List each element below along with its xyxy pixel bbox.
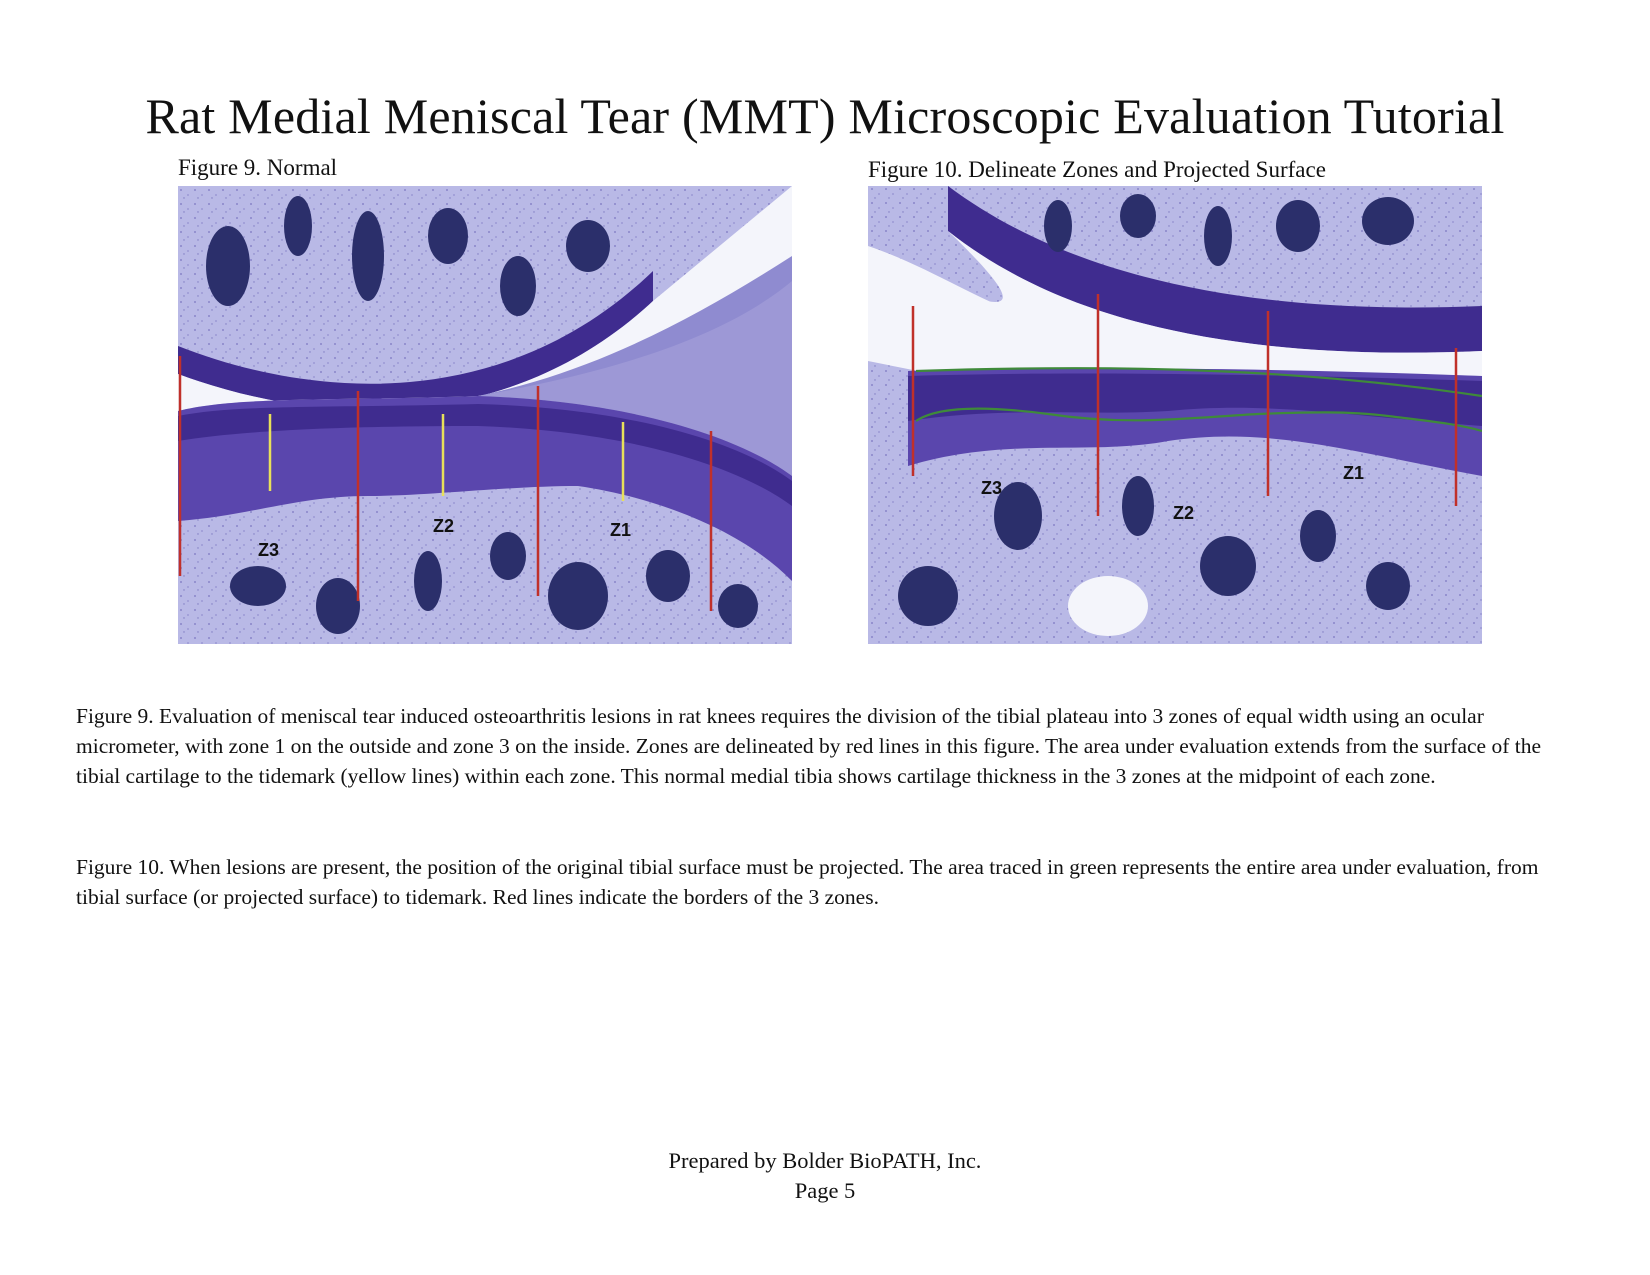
figure-10-micrograph	[868, 186, 1482, 644]
zone-2-label: Z2	[433, 516, 455, 536]
footer-page-number: Page 5	[794, 1178, 856, 1203]
zone-2-label: Z2	[1173, 503, 1195, 523]
page-title: Rat Medial Meniscal Tear (MMT) Microscopic Evaluation Tutorial	[145, 88, 1505, 144]
zone-1-label: Z1	[610, 520, 632, 540]
figure-10-description: Figure 10. When lesions are present, the position of the original tibial surface must be projected. The area traced in green represents the entire area under evaluation, from tibial surface (or projected surface) to tidemark. Red lines indicate the borders of the 3 zones.	[76, 855, 1539, 909]
figure-9-micrograph	[178, 186, 792, 644]
figure-10-image	[868, 186, 1482, 644]
zone-3-label: Z3	[258, 540, 280, 560]
figure-9-description: Figure 9. Evaluation of meniscal tear induced osteoarthritis lesions in rat knees requires the division of the tibial plateau into 3 zones of equal width using an ocular micrometer, with zone 1 on the outside and zone 3 on the inside. Zones are delineated by red lines in this figure. The area under evaluation extends from the surface of the tibial cartilage to the tidemark (yellow lines) within each zone. This normal medial tibia shows cartilage thickness in the 3 zones at the midpoint of each zone.	[76, 704, 1542, 788]
figure-10-caption: Figure 10. Delineate Zones and Projected Surface	[868, 157, 1326, 182]
zone-1-label: Z1	[1343, 463, 1365, 483]
figure-9-image	[178, 186, 792, 644]
footer-prepared-by: Prepared by Bolder BioPATH, Inc.	[668, 1148, 982, 1173]
figure-9-caption: Figure 9. Normal	[178, 155, 338, 180]
zone-3-label: Z3	[981, 478, 1003, 498]
